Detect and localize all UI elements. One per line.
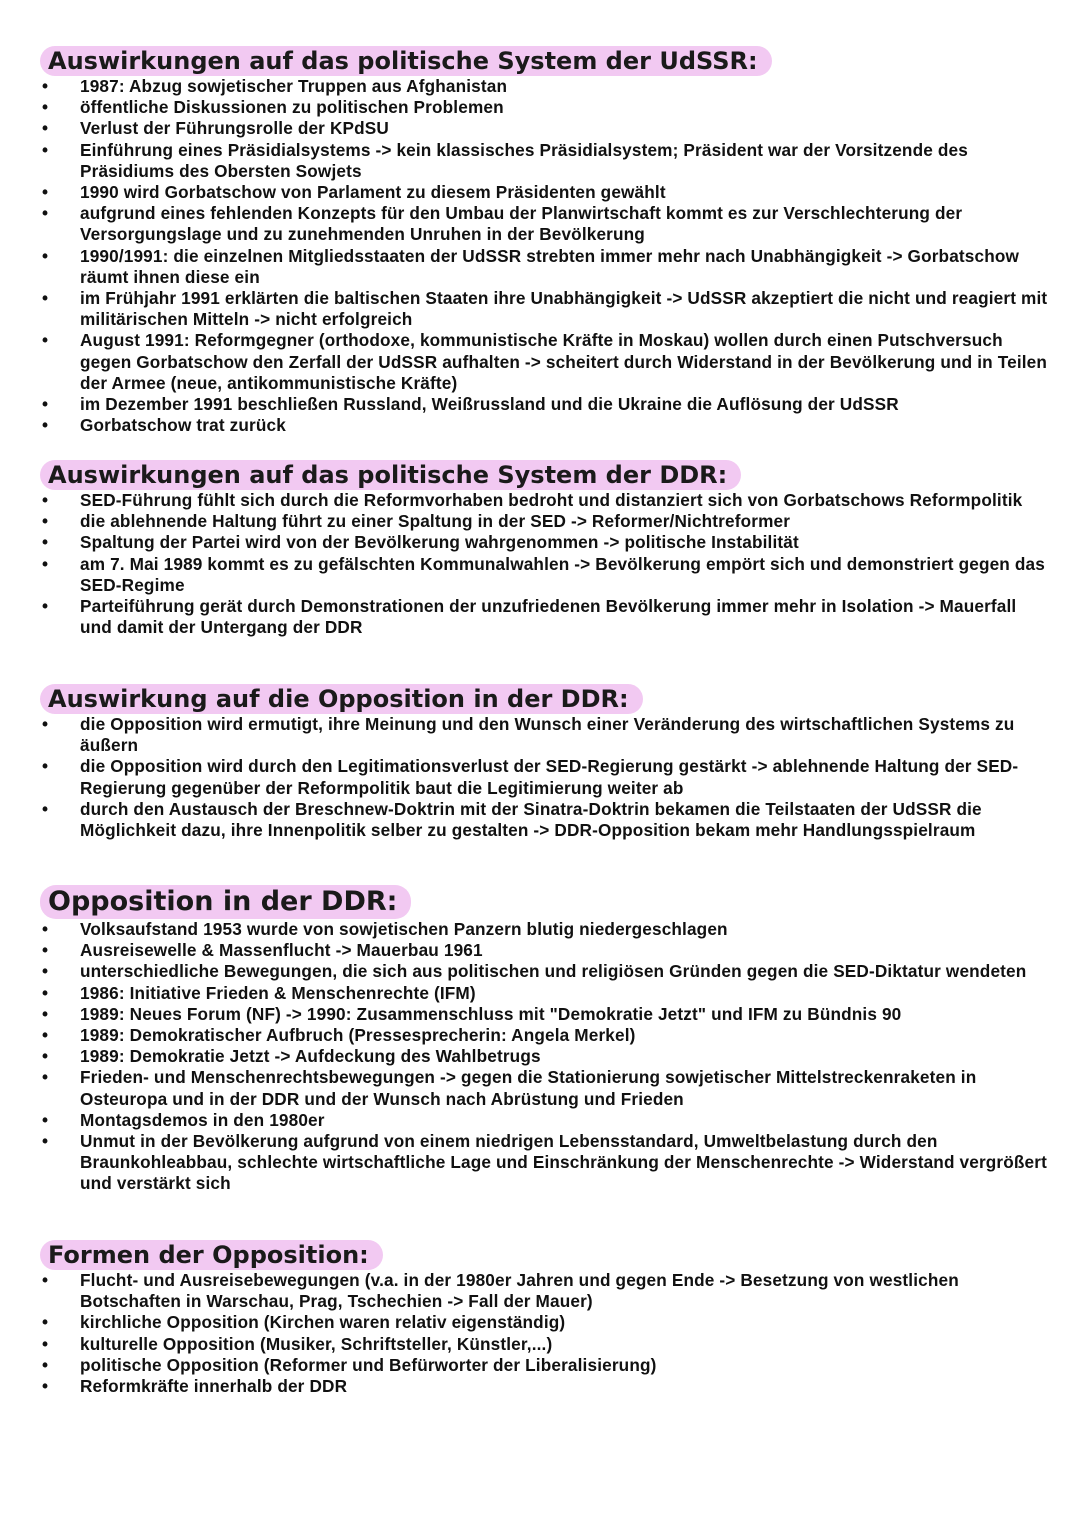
list-item: • 1987: Abzug sowjetischer Truppen aus Afghanistan — [40, 76, 1050, 97]
list-item: • Spaltung der Partei wird von der Bevölkerung wahrgenommen -> politische Instabilität — [40, 532, 1050, 553]
list-item: • 1989: Demokratischer Aufbruch (Pressesprecherin: Angela Merkel) — [40, 1025, 1050, 1046]
list-item: • 1990 wird Gorbatschow von Parlament zu diesem Präsidenten gewählt — [40, 182, 1050, 203]
list-item: • unterschiedliche Bewegungen, die sich aus politischen und religiösen Gründen gegen die SED-Diktatur wendeten — [40, 961, 1050, 982]
list-item: • im Frühjahr 1991 erklärten die baltischen Staaten ihre Unabhängigkeit -> UdSSR akzeptiert die nicht und reagiert mit militärischen Mitteln -> nicht erfolgreich — [40, 288, 1050, 330]
list-item: • die Opposition wird ermutigt, ihre Meinung und den Wunsch einer Veränderung des wirtschaftlichen Systems zu äußern — [40, 714, 1050, 756]
list-item: • kulturelle Opposition (Musiker, Schriftsteller, Künstler,...) — [40, 1334, 1050, 1355]
list-item: • öffentliche Diskussionen zu politischen Problemen — [40, 97, 1050, 118]
list-item: • Gorbatschow trat zurück — [40, 415, 1050, 436]
list-item: • Reformkräfte innerhalb der DDR — [40, 1376, 1050, 1397]
list-item: • 1990/1991: die einzelnen Mitgliedsstaaten der UdSSR strebten immer mehr nach Unabhängigkeit -> Gorbatschow räumt ihnen diese ein — [40, 246, 1050, 288]
bullet-list — [40, 919, 1050, 1195]
list-item: • Flucht- und Ausreisebewegungen (v.a. in der 1980er Jahren und gegen Ende -> Besetzung von westlichen Botschaften in Warschau, Prag, Tschechien -> Fall der Mauer) — [40, 1270, 1050, 1312]
list-item: • Unmut in der Bevölkerung aufgrund von einem niedrigen Lebensstandard, Umweltbelastung durch den Braunkohleabbau, schlechte wirtschaftliche Lage und Einschränkung der Menschenrechte -> Widerstand vergrößert und verstärkt sich — [40, 1131, 1050, 1195]
list-item: • 1989: Neues Forum (NF) -> 1990: Zusammenschluss mit "Demokratie Jetzt" und IFM zu Bündnis 90 — [40, 1004, 1050, 1025]
bullet-list — [40, 76, 1050, 436]
section-heading: Opposition in der DDR: — [40, 885, 411, 919]
list-item: • politische Opposition (Reformer und Befürworter der Liberalisierung) — [40, 1355, 1050, 1376]
list-item: • Parteiführung gerät durch Demonstrationen der unzufriedenen Bevölkerung immer mehr in Isolation -> Mauerfall und damit der Untergang der DDR — [40, 596, 1050, 638]
list-item: • Frieden- und Menschenrechtsbewegungen -> gegen die Stationierung sowjetischer Mittelstreckenraketen in Osteuropa und in der DDR und der Wunsch nach Abrüstung und Frieden — [40, 1067, 1050, 1109]
list-item: • am 7. Mai 1989 kommt es zu gefälschten Kommunalwahlen -> Bevölkerung empört sich und demonstriert gegen das SED-Regime — [40, 554, 1050, 596]
list-item: • die Opposition wird durch den Legitimationsverlust der SED-Regierung gestärkt -> ablehnende Haltung der SED-Regierung gegenüber der Reformpolitik baut die Legitimierung weiter ab — [40, 756, 1050, 798]
section-ddr-system — [40, 460, 1050, 638]
bullet-list — [40, 714, 1050, 841]
list-item: • durch den Austausch der Breschnew-Doktrin mit der Sinatra-Doktrin bekamen die Teilstaaten der UdSSR die Möglichkeit dazu, ihre Innenpolitik selber zu gestalten -> DDR-Opposition bekam mehr Handlungsspielraum — [40, 799, 1050, 841]
section-ddr-opposition-effects — [40, 684, 1050, 841]
list-item: • kirchliche Opposition (Kirchen waren relativ eigenständig) — [40, 1312, 1050, 1333]
section-heading: Auswirkung auf die Opposition in der DDR: — [40, 684, 643, 714]
section-udssr — [40, 46, 1050, 436]
list-item: • Verlust der Führungsrolle der KPdSU — [40, 118, 1050, 139]
list-item: • Montagsdemos in den 1980er — [40, 1110, 1050, 1131]
list-item: • August 1991: Reformgegner (orthodoxe, kommunistische Kräfte in Moskau) wollen durch einen Putschversuch gegen Gorbatschow den Zerfall der UdSSR aufhalten -> scheitert durch Widerstand in der Bevölkerung und in Teilen der Armee (neue, antikommunistische Kräfte) — [40, 330, 1050, 394]
list-item: • SED-Führung fühlt sich durch die Reformvorhaben bedroht und distanziert sich von Gorbatschows Reformpolitik — [40, 490, 1050, 511]
section-forms-of-opposition — [40, 1240, 1050, 1397]
bullet-list — [40, 1270, 1050, 1397]
bullet-list — [40, 490, 1050, 638]
list-item: • im Dezember 1991 beschließen Russland, Weißrussland und die Ukraine die Auflösung der UdSSR — [40, 394, 1050, 415]
section-heading: Formen der Opposition: — [40, 1240, 383, 1270]
section-heading: Auswirkungen auf das politische System der UdSSR: — [40, 46, 772, 76]
list-item: • Ausreisewelle & Massenflucht -> Mauerbau 1961 — [40, 940, 1050, 961]
list-item: • 1986: Initiative Frieden & Menschenrechte (IFM) — [40, 983, 1050, 1004]
list-item: • Volksaufstand 1953 wurde von sowjetischen Panzern blutig niedergeschlagen — [40, 919, 1050, 940]
list-item: • aufgrund eines fehlenden Konzepts für den Umbau der Planwirtschaft kommt es zur Verschlechterung der Versorgungslage und zu zunehmenden Unruhen in der Bevölkerung — [40, 203, 1050, 245]
section-heading: Auswirkungen auf das politische System der DDR: — [40, 460, 741, 490]
list-item: • Einführung eines Präsidialsystems -> kein klassisches Präsidialsystem; Präsident war der Vorsitzende des Präsidiums des Obersten Sowjets — [40, 140, 1050, 182]
section-opposition-ddr — [40, 885, 1050, 1195]
list-item: • 1989: Demokratie Jetzt -> Aufdeckung des Wahlbetrugs — [40, 1046, 1050, 1067]
list-item: • die ablehnende Haltung führt zu einer Spaltung in der SED -> Reformer/Nichtreformer — [40, 511, 1050, 532]
